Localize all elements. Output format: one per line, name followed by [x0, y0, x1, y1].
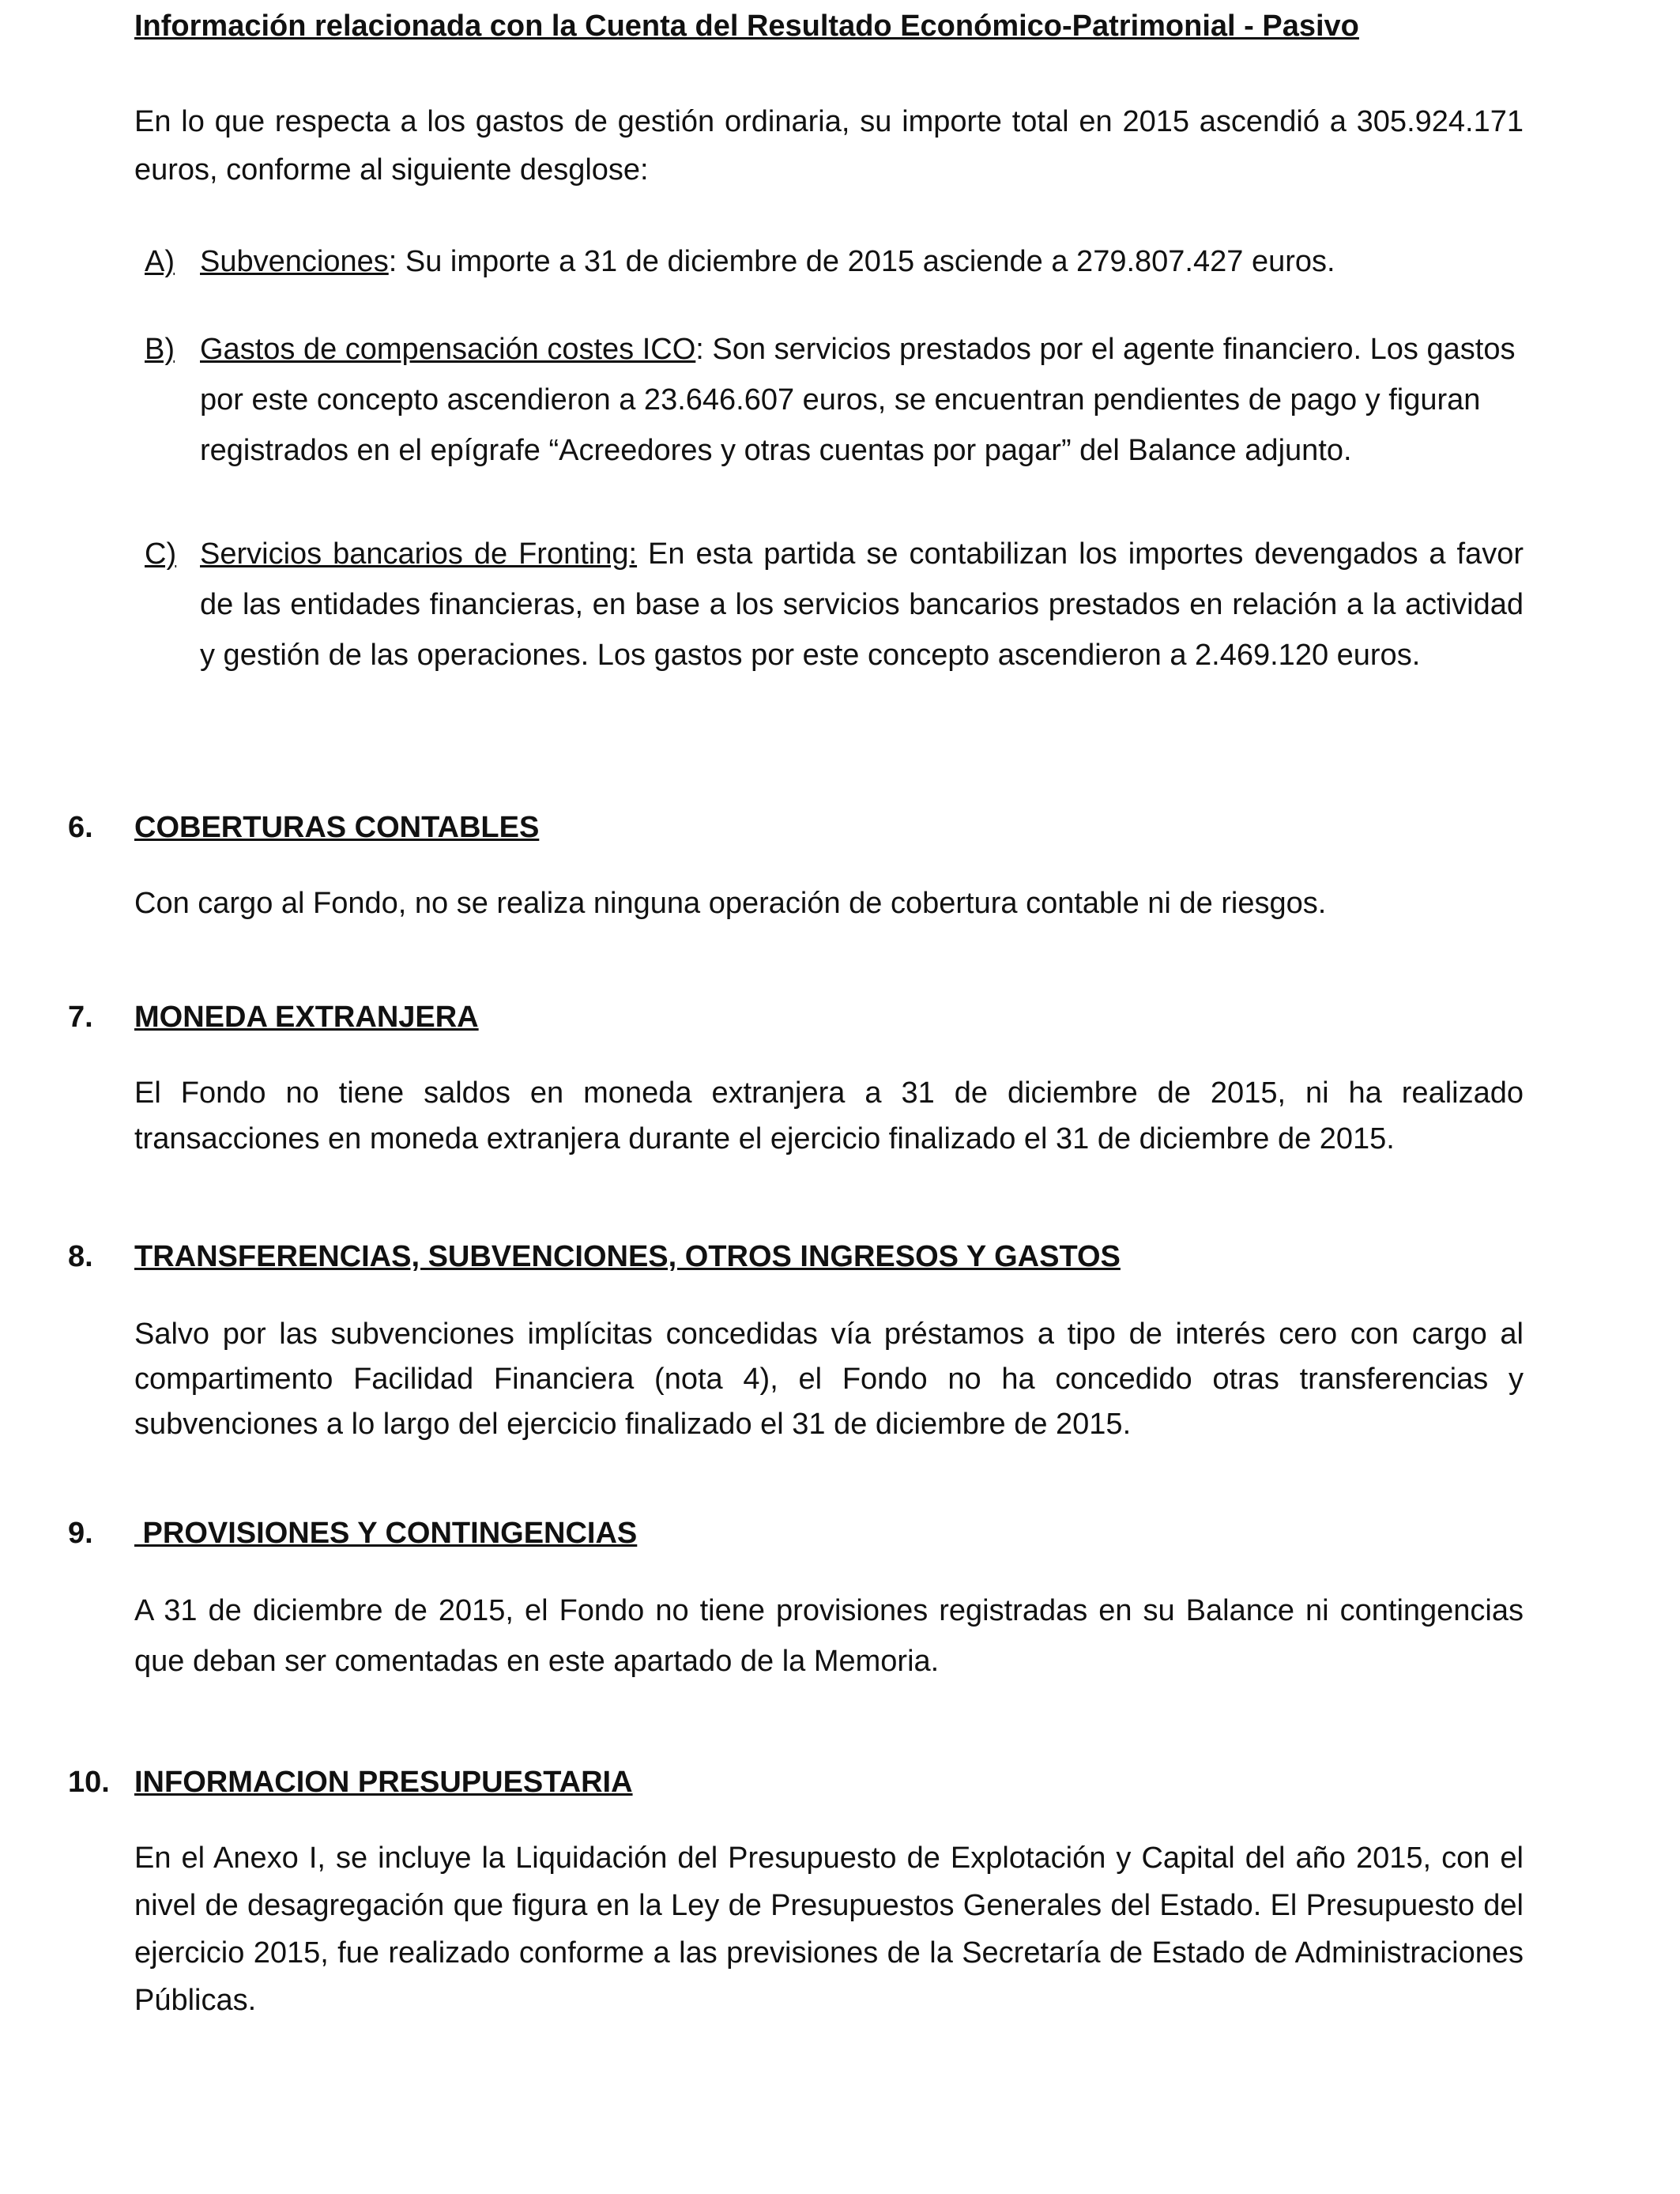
section-7-title: MONEDA EXTRANJERA [134, 1001, 479, 1034]
section-8-body: Salvo por las subvenciones implícitas concedidas vía préstamos a tipo de interés cero con cargo al compartimento Facilidad Financiera (nota 4), el Fondo no ha concedido otras transferencias y subvenciones a lo largo del ejercicio finalizado el 31 de diciembre de 2015. [134, 1318, 1524, 1441]
list-item-a [145, 236, 1524, 287]
section-9-body: A 31 de diciembre de 2015, el Fondo no tiene provisiones registradas en su Balance ni contingencias que deban ser comentadas en este apartado de la Memoria. [134, 1594, 1524, 1678]
list-text-c: En esta partida se contabilizan los importes devengados a favor de las entidades financieras, en base a los servicios bancarios prestados en relación a la actividad y gestión de las operaciones. Los gastos por este concepto ascendieron a 2.469.120 euros. [200, 537, 1524, 672]
section-6-body: Con cargo al Fondo, no se realiza ninguna operación de cobertura contable ni de riesgos. [134, 887, 1327, 920]
section-8-number: 8. [68, 1240, 93, 1273]
list-body-c [200, 529, 1524, 680]
list-marker-c: C) [145, 537, 177, 571]
section-7-number: 7. [68, 1001, 93, 1034]
list-item-c [145, 529, 1524, 680]
section-10-body: En el Anexo I, se incluye la Liquidación del Presupuesto de Explotación y Capital del año 2015, con el nivel de desagregación que figura en la Ley de Presupuestos Generales del Estado. El Presupuesto del ejercicio 2015, fue realizado conforme a las previsiones de la Secretaría de Estado de Administraciones Públicas. [134, 1842, 1524, 2017]
section-7-body: El Fondo no tiene saldos en moneda extranjera a 31 de diciembre de 2015, ni ha realizado transacciones en moneda extranjera durante el ejercicio finalizado el 31 de diciembre de 2015. [134, 1076, 1524, 1155]
intro-paragraph: En lo que respecta a los gastos de gestión ordinaria, su importe total en 2015 ascendió a 305.924.171 euros, conforme al siguiente desglose: [134, 105, 1524, 187]
list-label-c: Servicios bancarios de Fronting: [200, 537, 638, 571]
list-marker-a: A) [145, 245, 175, 278]
page-title: Información relacionada con la Cuenta del Resultado Económico-Patrimonial - Pasivo [134, 9, 1359, 43]
list-text-b: : Son servicios prestados por el agente financiero. Los gastos por este concepto ascendieron a 23.646.607 euros, se encuentran pendientes de pago y figuran registrados en el epígrafe “Acreedores y otras cuentas por pagar” del Balance adjunto. [200, 333, 1516, 467]
section-6-number: 6. [68, 811, 93, 844]
section-10-title: INFORMACION PRESUPUESTARIA [134, 1766, 633, 1799]
section-10-number: 10. [68, 1766, 110, 1799]
list-marker-b: B) [145, 333, 175, 366]
list-body-b [200, 324, 1524, 476]
list-item-b [145, 324, 1524, 476]
section-8-title: TRANSFERENCIAS, SUBVENCIONES, OTROS INGRESOS Y GASTOS [134, 1240, 1121, 1273]
section-9-title: PROVISIONES Y CONTINGENCIAS [134, 1517, 638, 1550]
section-6-title: COBERTURAS CONTABLES [134, 811, 540, 844]
list-body-a [200, 236, 1524, 287]
section-9-number: 9. [68, 1517, 93, 1550]
list-label-a: Subvenciones [200, 245, 389, 278]
list-label-b: Gastos de compensación costes ICO [200, 333, 696, 366]
list-text-a: : Su importe a 31 de diciembre de 2015 asciende a 279.807.427 euros. [388, 245, 1335, 278]
